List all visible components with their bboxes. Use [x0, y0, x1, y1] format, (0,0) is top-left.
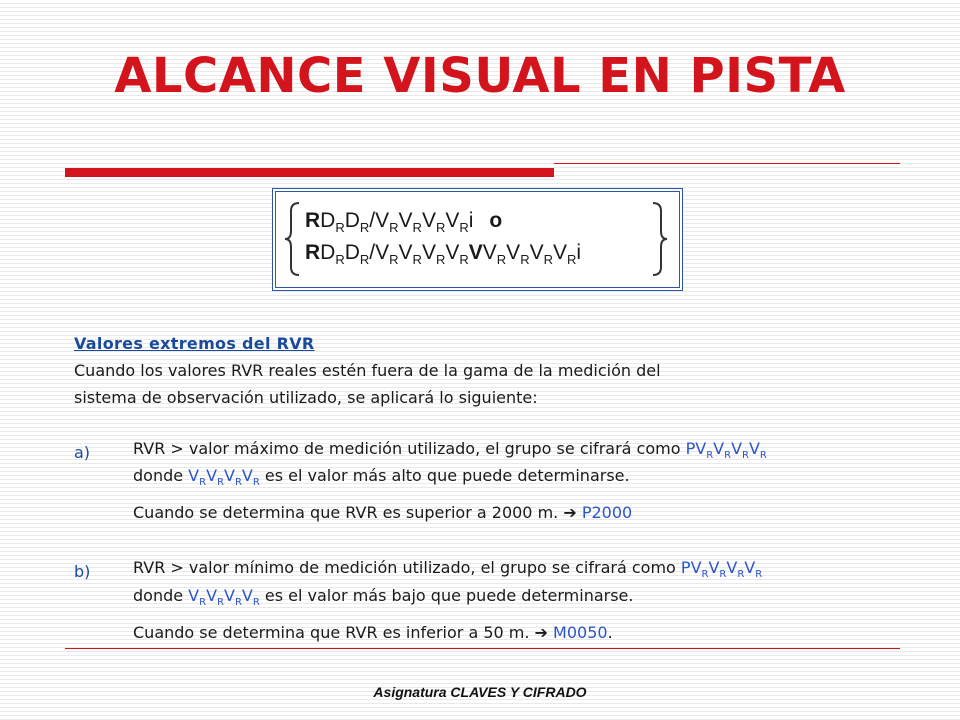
item-b-line-3: Cuando se determina que RVR es inferior a 50 m. ➔ M0050.: [133, 622, 613, 642]
code-vvvv: $V_RV_RV_RV_R$: [188, 585, 260, 608]
arrow-icon: ➔: [534, 622, 548, 642]
item-a-line-2: donde $V_RV_RV_RV_R$ es el valor más alto que puede determinarse.: [133, 466, 630, 489]
formula-line-1: $RD_RD_R/V_RV_RV_RV_Ri$ o: [305, 209, 503, 236]
item-b-line-1: RVR > valor mínimo de medición utilizado, el grupo se cifrará como $PV_RV_RV_RV_R$: [133, 558, 763, 581]
item-a-line-1: RVR > valor máximo de medición utilizado, el grupo se cifrará como $PV_RV_RV_RV_R$: [133, 439, 767, 462]
example-code-b: M0050: [553, 622, 608, 642]
example-code-a: P2000: [581, 503, 633, 523]
slide-title: ALCANCE VISUAL EN PISTA: [114, 48, 846, 104]
title-divider-thick: [65, 168, 554, 177]
item-label-b: b): [74, 562, 91, 582]
formula-line-2: $RD_RD_R/V_RV_RV_RV_RVV_RV_RV_RV_Ri$: [305, 241, 582, 268]
item-label-a: a): [74, 443, 91, 462]
code-pvvvv: $PV_RV_RV_RV_R$: [680, 558, 763, 581]
list-item-a: [74, 439, 904, 526]
formula-separator: o: [489, 209, 503, 232]
code-vvvv: $V_RV_RV_RV_R$: [188, 466, 260, 489]
slide-body: [74, 330, 904, 646]
left-brace-icon: [283, 201, 301, 277]
right-brace-icon: [651, 201, 669, 277]
code-pvvvv: $PV_RV_RV_RV_R$: [685, 439, 767, 462]
item-a-line-3: Cuando se determina que RVR es superior a 2000 m. ➔ P2000: [133, 503, 633, 523]
intro-line-1: Cuando los valores RVR reales estén fuera de la gama de la medición del: [74, 361, 661, 380]
list-item-b: [74, 558, 904, 645]
item-b-line-2: donde $V_RV_RV_RV_R$ es el valor más bajo que puede determinarse.: [133, 585, 634, 608]
footer-divider: [65, 648, 900, 649]
title-divider-thin: [554, 163, 900, 164]
arrow-icon: ➔: [563, 503, 577, 523]
intro-line-2: sistema de observación utilizado, se aplicará lo siguiente:: [74, 388, 538, 407]
rvr-format-box: [272, 188, 683, 291]
section-heading-link[interactable]: Valores extremos del RVR: [74, 334, 315, 353]
footer-text: Asignatura CLAVES Y CIFRADO: [373, 684, 587, 700]
